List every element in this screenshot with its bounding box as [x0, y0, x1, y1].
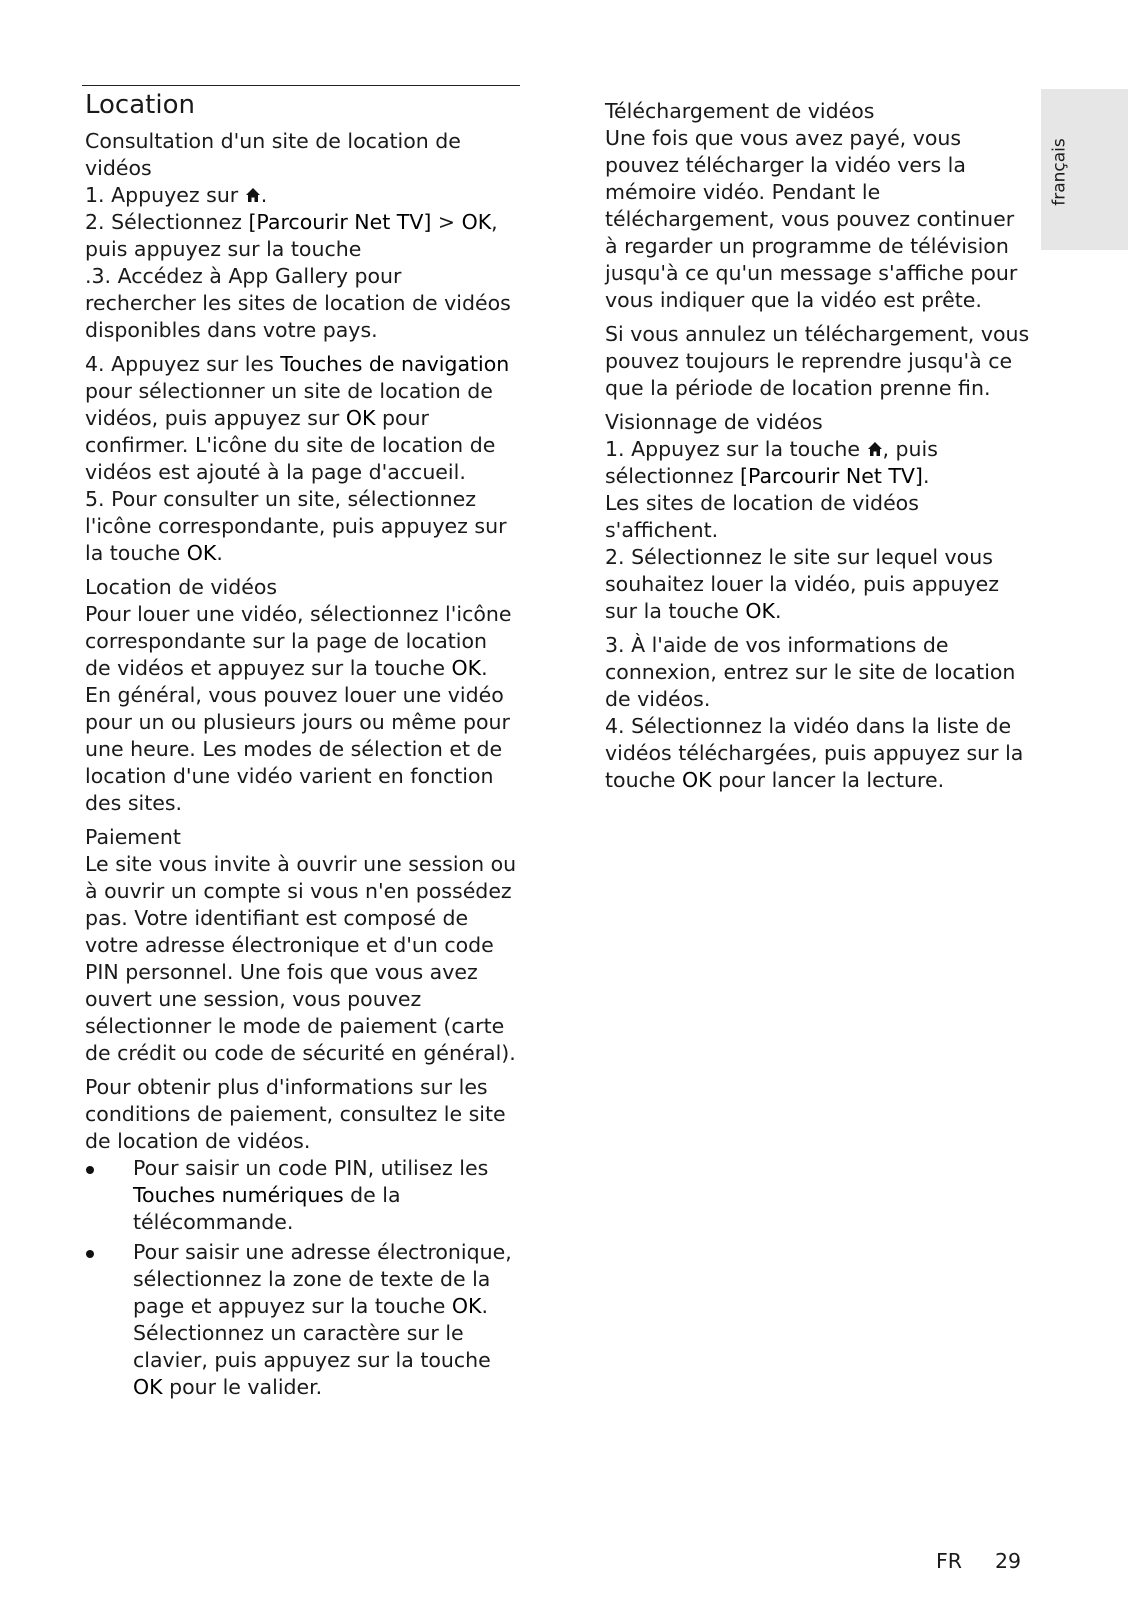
step-2: 2. Sélectionnez [Parcourir Net TV] > OK, puis appuyez sur la touche	[85, 210, 498, 261]
footer-language: FR	[936, 1549, 963, 1573]
page-title: Location	[85, 90, 195, 120]
view-step-1-result: Les sites de location de vidéos s'affichent.	[605, 491, 919, 542]
payment-bullets	[85, 1155, 517, 1401]
rental-paragraph: Pour louer une vidéo, sélectionnez l'icône correspondante sur la page de location de vidéos et appuyez sur la touche OK. En général, vous pouvez louer une vidéo pour un ou plusieurs jours ou même pour une heure. Les modes de sélection et de location d'une vidéo varient en fonction des sites.	[85, 602, 512, 815]
step-4: 4. Appuyez sur les Touches de navigation pour sélectionner un site de location de vidéos, puis appuyez sur OK pour confirmer. L'icône du site de location de vidéos est ajouté à la page d'accueil.	[85, 352, 510, 484]
heading-location-videos: Location de vidéos	[85, 575, 278, 599]
page-number: 29	[995, 1549, 1022, 1573]
download-paragraph: Une fois que vous avez payé, vous pouvez télécharger la vidéo vers la mémoire vidéo. Pendant le téléchargement, vous pouvez continuer à regarder un programme de télévision jusqu'à ce qu'un message s'affiche pour vous indiquer que la vidéo est prête.	[605, 126, 1018, 312]
section-rule	[82, 85, 520, 86]
bullet-email: Pour saisir une adresse électronique, sélectionnez la zone de texte de la page et appuyez sur la touche OK. Sélectionnez un caractère sur le clavier, puis appuyez sur la touche OK pour le valider.	[85, 1239, 517, 1401]
bullet-dot	[86, 1250, 94, 1258]
payment-paragraph: Le site vous invite à ouvrir une session ou à ouvrir un compte si vous n'en possédez pas. Votre identifiant est composé de votre adresse électronique et d'un code PIN personnel. Une fois que vous avez ouvert une session, vous pouvez sélectionner le mode de paiement (carte de crédit ou code de sécurité en général).	[85, 852, 517, 1065]
heading-visionnage: Visionnage de vidéos	[605, 410, 823, 434]
step-3: .3. Accédez à App Gallery pour rechercher les sites de location de vidéos disponibles dans votre pays.	[85, 264, 511, 342]
left-column	[85, 128, 517, 1401]
heading-consultation: Consultation d'un site de location de vidéos	[85, 129, 461, 180]
bullet-dot	[86, 1166, 94, 1174]
view-step-3: 3. À l'aide de vos informations de connexion, entrez sur le site de location de vidéos.	[605, 633, 1016, 711]
cancel-download-paragraph: Si vous annulez un téléchargement, vous pouvez toujours le reprendre jusqu'à ce que la période de location prenne fin.	[605, 322, 1030, 400]
step-1: 1. Appuyez sur .	[85, 183, 268, 207]
right-column	[605, 98, 1030, 794]
heading-paiement: Paiement	[85, 825, 181, 849]
bullet-pin: Pour saisir un code PIN, utilisez les Touches numériques de la télécommande.	[85, 1155, 517, 1236]
home-icon	[867, 441, 883, 457]
view-step-2: 2. Sélectionnez le site sur lequel vous souhaitez louer la vidéo, puis appuyez sur la touche OK.	[605, 545, 999, 623]
heading-telechargement: Téléchargement de vidéos	[605, 99, 875, 123]
home-icon	[245, 187, 261, 203]
payment-info-paragraph: Pour obtenir plus d'informations sur les conditions de paiement, consultez le site de location de vidéos.	[85, 1075, 506, 1153]
step-5: 5. Pour consulter un site, sélectionnez l'icône correspondante, puis appuyez sur la touche OK.	[85, 487, 507, 565]
language-tab-label: français	[1049, 138, 1070, 206]
view-step-1: 1. Appuyez sur la touche , puis sélectionnez [Parcourir Net TV].	[605, 437, 938, 488]
view-step-4: 4. Sélectionnez la vidéo dans la liste de vidéos téléchargées, puis appuyez sur la touche OK pour lancer la lecture.	[605, 714, 1024, 792]
